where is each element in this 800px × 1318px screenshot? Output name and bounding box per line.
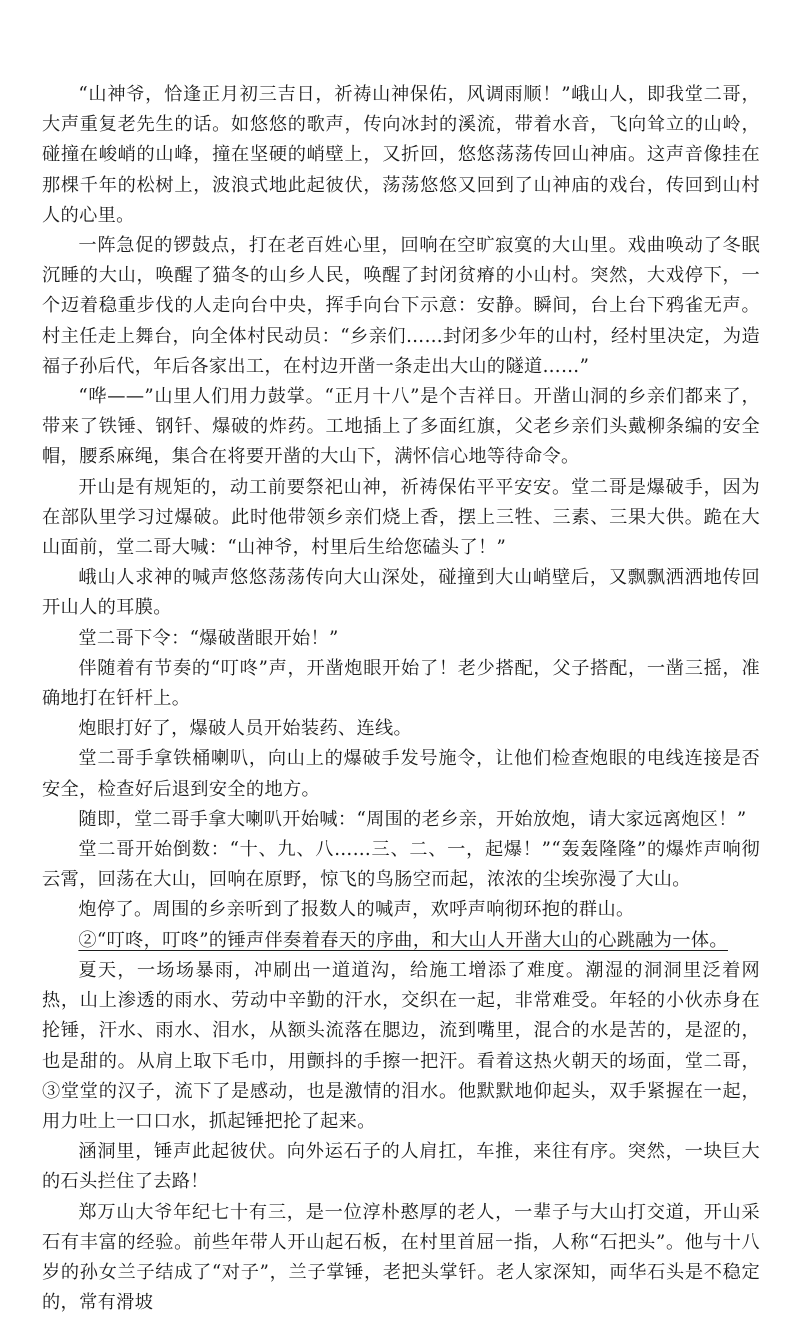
paragraph: 伴随着有节奏的“叮咚”声，开凿炮眼开始了！老少搭配，父子搭配，一凿三摇，准确地打在钎杆上。	[42, 657, 760, 710]
paragraph: 堂二哥开始倒数：“十、九、八……三、二、一，起爆！”“轰轰隆隆”的爆炸声响彻云霄，回荡在大山，回响在原野，惊飞的鸟肠空而起，浓浓的尘埃弥漫了大山。	[42, 839, 760, 891]
paragraph: 一阵急促的锣鼓点，打在老百姓心里，回响在空旷寂寞的大山里。戏曲唤动了冬眠沉睡的大山，唤醒了猫冬的山乡人民，唤醒了封闭贫瘠的小山村。突然，大戏停下，一个迈着稳重步伐的人走向台中央，挥手向台下示意：安静。瞬间，台上台下鸦雀无声。村主任走上舞台，向全体村民动员：“乡亲们……封闭多少年的山村，经村里决定，为造福子孙后代，年后各家出工，在村边开凿一条走出大山的隧道……”	[42, 235, 760, 377]
paragraph: 郑万山大爷年纪七十有三，是一位淳朴憨厚的老人，一辈子与大山打交道，开山采石有丰富的经验。前些年带人开山起石板，在村里首屈一指，人称“石把头”。他与十八岁的孙女兰子结成了“对子”，兰子掌锤，老把头掌钎。老人家深知，両华石头是不稳定的，常有滑坡	[42, 1201, 760, 1314]
paragraph: 堂二哥手拿铁桶喇叭，向山上的爆破手发号施令，让他们检查炮眼的电线连接是否安全，检查好后退到安全的地方。	[42, 748, 760, 800]
paragraph: 峨山人求神的喊声悠悠荡荡传向大山深处，碰撞到大山峭壁后，又飘飘洒洒地传回开山人的耳膜。	[42, 567, 760, 619]
paragraph: 随即，堂二哥手拿大喇叭开始喊：“周围的老乡亲，开始放炮，请大家远离炮区！”	[78, 808, 747, 830]
paragraph: 堂二哥下令：“爆破凿眼开始！”	[78, 627, 339, 649]
paragraph: 炮停了。周围的乡亲听到了报数人的喊声，欢呼声响彻环抱的群山。	[78, 899, 635, 921]
paragraph: 开山是有规矩的，动工前要祭祀山神，祈祷保佑平平安安。堂二哥是爆破手，因为在部队里学习过爆破。此时他带领乡亲们烧上香，摆上三牲、三素、三果大供。跪在大山面前，堂二哥大喊：“山神爷，村里后生给您磕头了！”	[42, 476, 760, 559]
paragraph: 涵洞里，锤声此起彼伏。向外运石子的人肩扛，车推，来往有序。突然，一块巨大的石头拦住了去路！	[42, 1141, 760, 1193]
paragraph: “哗——”山里人们用力鼓掌。“正月十八”是个吉祥日。开凿山洞的乡亲们都来了，带来了铁锤、钢钎、爆破的炸药。工地插上了多面红旗，父老乡亲们头戴柳条编的安全帽，腰系麻绳，集合在将要开凿的大山下，满怀信心地等待命令。	[42, 386, 760, 468]
paragraph: “山神爷，恰逢正月初三吉日，祈祷山神保佑，风调雨顺！”峨山人，即我堂二哥，大声重复老先生的话。如悠悠的歌声，传向冰封的溪流，带着水音，飞向耸立的山岭，碰撞在峻峭的山峰，撞在坚硬的峭壁上，又折回，悠悠荡荡传回山神庙。这声音像挂在那棵千年的松树上，波浪式地此起彼伏，荡荡悠悠又回到了山神庙的戏台，传回到山村人的心里。	[42, 84, 760, 226]
document-page	[42, 80, 760, 1318]
underlined-sentence-2: ②“叮咚，叮咚”的锤声伴奏着春天的序曲，和大山人开凿大山的心跳融为一体。	[78, 929, 728, 951]
paragraph: 夏天，一场场暴雨，冲刷出一道道沟，给施工增添了难度。潮湿的洞洞里泛着网热，山上渗透的雨水、劳动中辛勤的汗水，交织在一起，非常难受。年轻的小伙赤身在抡锤，汗水、雨水、泪水，从额头流落在腮边，流到嘴里，混合的水是苦的，是涩的，也是甜的。从肩上取下毛巾，用颤抖的手擦一把汗。看着这热火朝天的场面，堂二哥，③堂堂的汉子，流下了是感动，也是激情的泪水。他默默地仰起头，双手紧握在一起，用力吐上一口口水，抓起锤把抡了起来。	[42, 959, 760, 1132]
paragraph: 炮眼打好了，爆破人员开始装药、连线。	[78, 718, 413, 740]
